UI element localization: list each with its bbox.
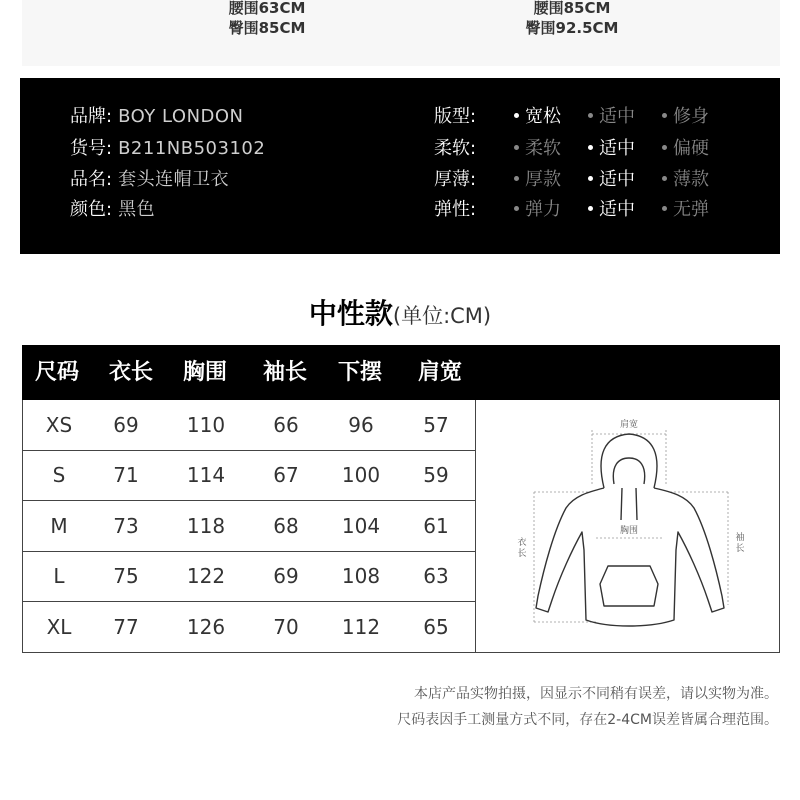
bullet-dot-icon: [662, 113, 667, 118]
attribute-row: [434, 168, 736, 192]
attribute-option-selected: [588, 168, 662, 192]
table-cell: 70: [273, 614, 299, 639]
bullet-dot-icon: [588, 176, 593, 181]
table-cell: 114: [186, 463, 226, 488]
table-cell: 104: [341, 513, 381, 538]
table-cell: 100: [341, 463, 381, 488]
attribute-option: [662, 105, 736, 129]
attribute-option-label: 适中: [599, 169, 635, 190]
top-left-hip: 臀围85CM: [228, 19, 306, 37]
table-cell: 68: [273, 513, 299, 538]
table-row: [23, 501, 475, 552]
color-value: 黑色: [118, 199, 156, 220]
diagram-label-shoulder: 肩宽: [619, 420, 639, 430]
table-cell: 65: [423, 614, 449, 639]
table-header-cell: 尺码: [34, 360, 79, 385]
name-value: 套头连帽卫衣: [118, 169, 230, 190]
bullet-dot-icon: [514, 145, 519, 150]
name-row: [70, 168, 229, 192]
table-cell: 110: [186, 413, 226, 437]
table-cell: 66: [273, 413, 299, 437]
attribute-row: [434, 137, 736, 161]
bullet-dot-icon: [588, 206, 593, 211]
hoodie-diagram-svg: [478, 400, 779, 652]
bullet-dot-icon: [662, 206, 667, 211]
attribute-option: [588, 105, 662, 129]
table-header-cell: 袖长: [262, 360, 307, 385]
attribute-option-label: 弹力: [525, 199, 561, 220]
diagram-label-sleeve: 袖长: [735, 533, 745, 554]
table-cell: 61: [423, 513, 449, 538]
code-value: B211NB503102: [118, 138, 266, 159]
attribute-row: [434, 198, 736, 222]
attribute-option-label: 宽松: [525, 106, 561, 127]
bullet-dot-icon: [588, 113, 593, 118]
attribute-label: 柔软:: [434, 138, 477, 159]
previous-size-strip: [22, 0, 780, 66]
diagram-label-length: 衣长: [517, 538, 527, 559]
attribute-option-label: 适中: [599, 138, 635, 159]
attribute-option: [662, 137, 736, 161]
note-line-1: 本店产品实物拍摄，因显示不同稍有误差，请以实物为准。: [414, 686, 778, 702]
attribute-option-label: 适中: [599, 106, 635, 127]
top-right-hip: 臀围92.5CM: [525, 19, 619, 37]
table-divider: [475, 400, 476, 652]
code-row: [70, 137, 265, 161]
hoodie-measurement-diagram: [478, 400, 779, 652]
bullet-dot-icon: [514, 206, 519, 211]
table-cell: L: [53, 564, 65, 589]
table-row: [23, 602, 475, 652]
heading-main: 中性款: [308, 297, 393, 330]
bullet-dot-icon: [662, 145, 667, 150]
brand-label: 品牌:: [70, 106, 113, 127]
size-table-body: [22, 400, 780, 653]
table-cell: 71: [113, 463, 139, 488]
color-label: 颜色:: [70, 199, 113, 220]
table-cell: 77: [113, 614, 139, 639]
table-header-cell: 衣长: [108, 360, 153, 385]
attribute-option-label: 偏硬: [673, 138, 709, 159]
brand-row: [70, 105, 244, 129]
attribute-option-label: 无弹: [673, 199, 709, 220]
heading-unit: (单位:CM): [392, 304, 492, 328]
bullet-dot-icon: [662, 176, 667, 181]
table-cell: XL: [46, 614, 72, 639]
table-cell: M: [50, 513, 68, 538]
table-cell: 69: [273, 564, 299, 589]
table-header-cell: 下摆: [337, 360, 382, 385]
attribute-option-selected: [588, 137, 662, 161]
table-cell: 59: [423, 463, 449, 488]
bullet-dot-icon: [588, 145, 593, 150]
attribute-option-selected: [588, 198, 662, 222]
table-cell: 57: [423, 413, 449, 437]
attribute-option: [514, 198, 588, 222]
attribute-label: 弹性:: [434, 199, 477, 220]
table-cell: 122: [186, 564, 226, 589]
attribute-option-label: 适中: [599, 199, 635, 220]
table-cell: XS: [45, 413, 73, 437]
table-cell: 63: [423, 564, 449, 589]
attribute-label: 厚薄:: [434, 169, 477, 190]
table-cell: 126: [186, 614, 226, 639]
top-left-measurements: [212, 0, 322, 38]
product-info-panel: [20, 78, 780, 254]
table-row: [23, 551, 475, 602]
table-cell: 118: [186, 513, 226, 538]
table-cell: 112: [341, 614, 381, 639]
attribute-label: 版型:: [434, 106, 477, 127]
attribute-option-label: 修身: [673, 106, 709, 127]
table-cell: 67: [273, 463, 299, 488]
table-header-cell: 胸围: [182, 360, 227, 385]
top-right-measurements: [512, 0, 632, 38]
top-left-waist: 腰围63CM: [228, 0, 306, 17]
table-cell: 108: [341, 564, 381, 589]
table-cell: 69: [113, 413, 139, 437]
attribute-option: [662, 198, 736, 222]
table-row: [23, 400, 475, 451]
table-cell: 96: [348, 413, 374, 437]
table-cell: S: [52, 463, 66, 488]
code-label: 货号:: [70, 138, 113, 159]
brand-value: BOY LONDON: [118, 106, 244, 127]
top-right-waist: 腰围85CM: [533, 0, 611, 17]
table-header-cell: 肩宽: [417, 360, 462, 385]
table-cell: 75: [113, 564, 139, 589]
attribute-option-label: 薄款: [673, 169, 709, 190]
diagram-label-chest: 胸围: [619, 526, 639, 536]
attribute-option-selected: [514, 105, 588, 129]
bullet-dot-icon: [514, 113, 519, 118]
size-chart-heading: [0, 292, 800, 332]
attribute-option: [662, 168, 736, 192]
name-label: 品名:: [70, 169, 113, 190]
attribute-option-label: 厚款: [525, 169, 561, 190]
attribute-option: [514, 137, 588, 161]
attribute-option-label: 柔软: [525, 138, 561, 159]
attribute-option: [514, 168, 588, 192]
bullet-dot-icon: [514, 176, 519, 181]
color-row: [70, 198, 155, 222]
note-line-2: 尺码表因手工测量方式不同，存在2-4CM误差皆属合理范围。: [397, 712, 778, 728]
table-cell: 73: [113, 513, 139, 538]
size-table-header: [22, 345, 780, 400]
attribute-row: [434, 105, 736, 129]
table-row: [23, 450, 475, 501]
